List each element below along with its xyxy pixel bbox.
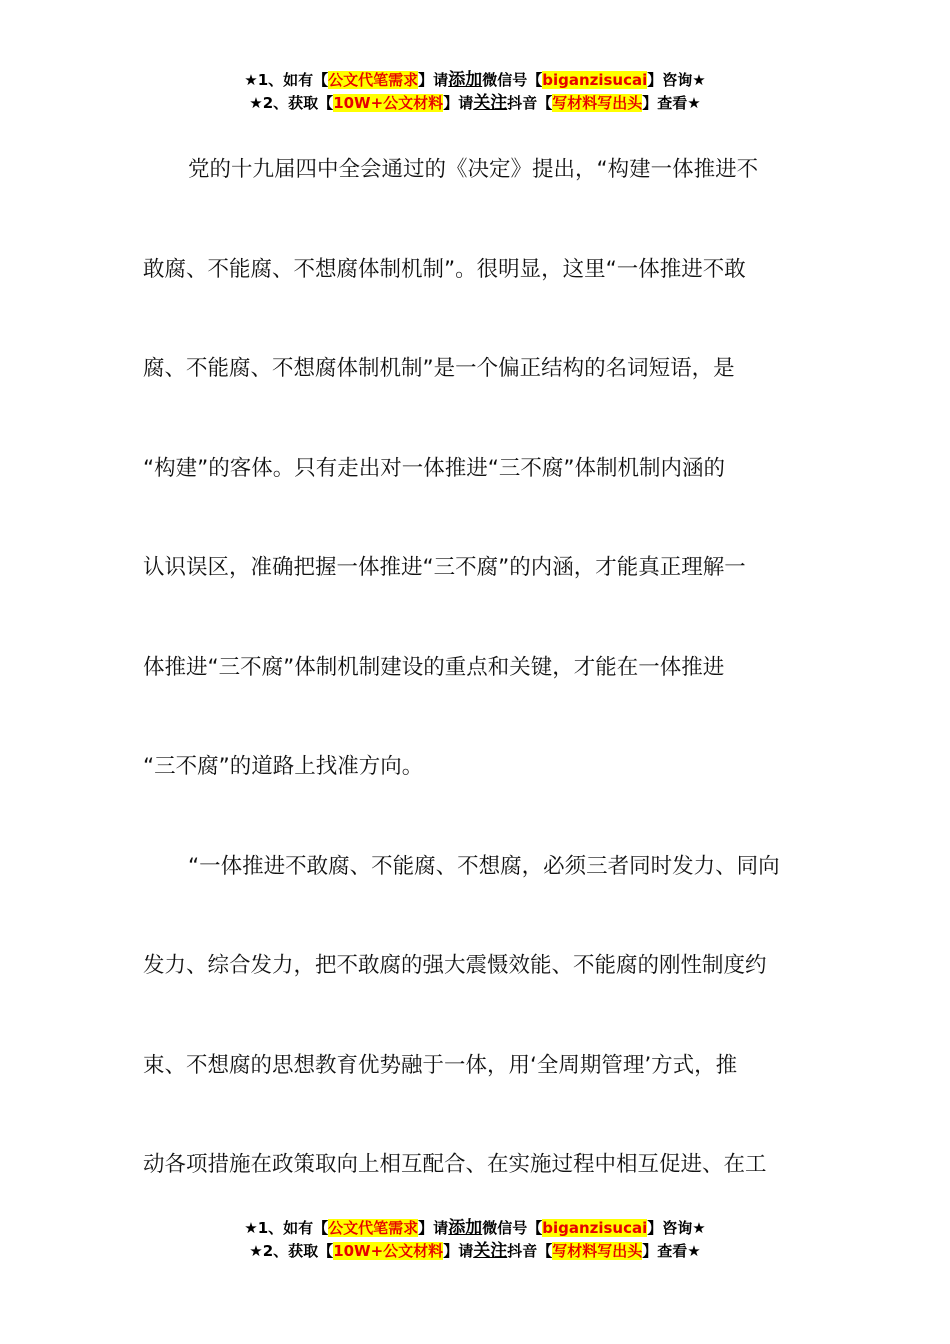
highlight-materials: 10W+公文材料 [333,1242,444,1260]
highlight-wechat-id: biganzisucai [542,71,648,89]
promo-text: 】咨询★ [647,71,706,89]
paragraph-line: “三不腐”的道路上找准方向。 [143,754,424,779]
promo-text: 】咨询★ [647,1219,706,1237]
paragraph-line: 敢腐、不能腐、不想腐体制机制”。很明显，这里“一体推进不敢 [143,256,746,282]
promo-text: 】查看★ [642,94,701,112]
promo-line-1 [0,1217,950,1240]
promo-text: 微信号【 [482,71,543,89]
promo-emphasis: 关注 [473,93,508,113]
promo-text: ★1、如有【 [244,1219,329,1237]
promo-line-2 [0,92,950,115]
highlight-service: 公文代笔需求 [328,1219,419,1237]
highlight-wechat-id: biganzisucai [542,1219,648,1237]
promo-text: 抖音【 [507,94,553,112]
promo-text: 】请 [443,1242,474,1260]
promo-line-1 [0,69,950,92]
promo-emphasis: 添加 [448,70,483,90]
promo-text: 微信号【 [482,1219,543,1237]
promo-text: 】请 [443,94,474,112]
paragraph-line: 党的十九届四中全会通过的《决定》提出，“构建一体推进不 [188,157,759,182]
highlight-douyin-account: 写材料写出头 [552,94,643,112]
promo-emphasis: 添加 [448,1218,483,1238]
promo-text: ★1、如有【 [244,71,329,89]
highlight-materials: 10W+公文材料 [333,94,444,112]
document-body [143,120,808,1215]
promo-text: ★2、获取【 [249,94,334,112]
highlight-service: 公文代笔需求 [328,71,419,89]
header-promo-banner [0,69,950,115]
paragraph-line: 动各项措施在政策取向上相互配合、在实施过程中相互促进、在工 [143,1152,767,1177]
promo-text: 抖音【 [507,1242,553,1260]
paragraph-line: 腐、不能腐、不想腐体制机制”是一个偏正结构的名词短语，是 [143,356,735,381]
paragraph-line: 发力、综合发力，把不敢腐的强大震慑效能、不能腐的刚性制度约 [143,953,767,978]
paragraph-line: “一体推进不敢腐、不能腐、不想腐，必须三者同时发力、同向 [188,853,780,879]
promo-emphasis: 关注 [473,1241,508,1261]
promo-text: 】请 [418,71,449,89]
promo-line-2 [0,1240,950,1263]
promo-text: 】请 [418,1219,449,1237]
footer-promo-banner [0,1217,950,1263]
paragraph-line: “构建”的客体。只有走出对一体推进“三不腐”体制机制内涵的 [143,455,726,481]
highlight-douyin-account: 写材料写出头 [552,1242,643,1260]
promo-text: 】查看★ [642,1242,701,1260]
promo-text: ★2、获取【 [249,1242,334,1260]
paragraph-line: 认识误区，准确把握一体推进“三不腐”的内涵，才能真正理解一 [143,555,746,580]
paragraph-line: 束、不想腐的思想教育优势融于一体，用‘全周期管理’方式，推 [143,1052,738,1078]
paragraph-line: 体推进“三不腐”体制机制建设的重点和关键，才能在一体推进 [143,654,725,680]
